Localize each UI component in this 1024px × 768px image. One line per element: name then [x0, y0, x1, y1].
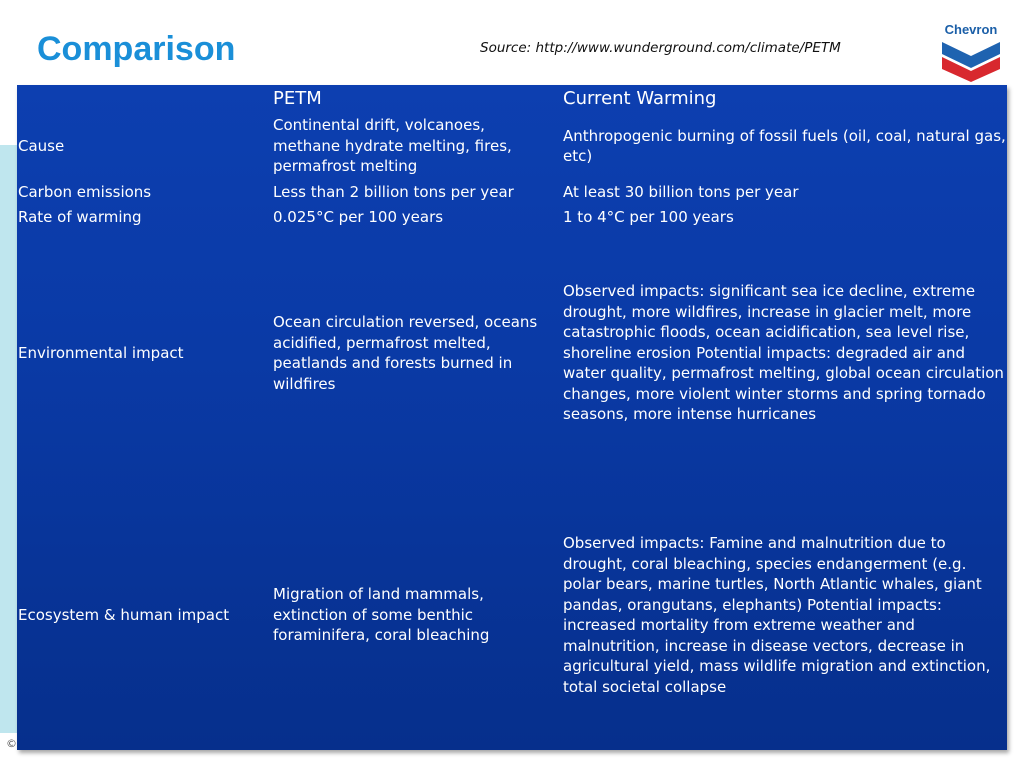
header-petm: PETM	[273, 87, 322, 109]
table-row	[17, 255, 1007, 451]
row-label: Ecosystem & human impact	[18, 605, 230, 624]
petm-cell: Continental drift, volcanoes, methane hydrate melting, fires, permafrost melting	[273, 116, 512, 176]
svg-text:Chevron: Chevron	[944, 22, 998, 37]
table-row	[17, 517, 1007, 713]
slide-title: Comparison	[37, 30, 236, 68]
source-citation: Source: http://www.wunderground.com/climate/PETM	[480, 40, 841, 56]
table-row	[17, 113, 1007, 179]
header-current-warming: Current Warming	[563, 87, 717, 109]
current-warming-cell: Observed impacts: Famine and malnutrition due to drought, coral bleaching, species endangerment (e.g. polar bears, marine turtles, North Atlantic whales, giant pandas, orangutans, elephants) Potential impacts: increased mortality from extreme weather and malnutrition, increase in disease vectors, decrease in agricultural yield, mass wildlife migration and extinction, total societal collapse	[563, 534, 991, 696]
table-row	[17, 181, 1007, 203]
current-warming-cell: At least 30 billion tons per year	[563, 182, 799, 201]
comparison-table	[17, 85, 1007, 750]
copyright-symbol: ©	[6, 737, 17, 750]
current-warming-cell: 1 to 4°C per 100 years	[563, 207, 734, 226]
chevron-logo	[938, 20, 1004, 82]
row-label: Rate of warming	[18, 207, 142, 226]
row-label: Environmental impact	[18, 343, 184, 362]
row-label: Carbon emissions	[18, 182, 152, 201]
table-row	[17, 206, 1007, 228]
petm-cell: 0.025°C per 100 years	[273, 207, 444, 226]
petm-cell: Migration of land mammals, extinction of some benthic foraminifera, coral bleaching	[273, 585, 490, 645]
current-warming-cell: Anthropogenic burning of fossil fuels (oil, coal, natural gas, etc)	[563, 126, 1006, 165]
petm-cell: Ocean circulation reversed, oceans acidified, permafrost melted, peatlands and forests burned in wildfires	[273, 313, 538, 393]
row-label: Cause	[18, 136, 65, 155]
table-header-row	[17, 85, 1007, 113]
side-accent-strip	[0, 145, 17, 733]
current-warming-cell: Observed impacts: significant sea ice decline, extreme drought, more wildfires, increase in glacier melt, more catastrophic floods, ocean acidification, sea level rise, shoreline erosion Potential impacts: degraded air and water quality, permafrost melting, global ocean circulation changes, more violent winter storms and spring tornado seasons, more intense hurricanes	[563, 282, 1004, 424]
header-blank-cell	[18, 85, 268, 113]
petm-cell: Less than 2 billion tons per year	[273, 182, 514, 201]
